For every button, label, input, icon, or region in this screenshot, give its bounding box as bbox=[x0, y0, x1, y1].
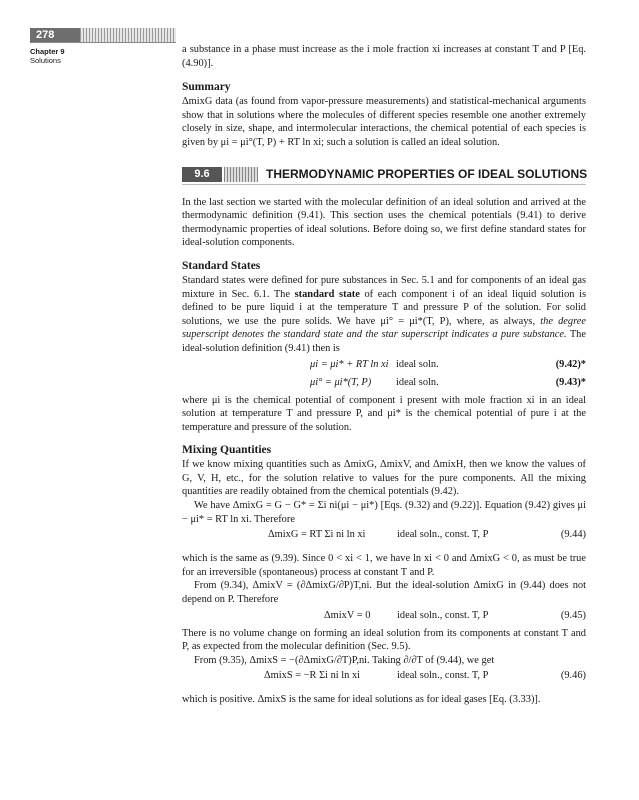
standard-states-text-c: The ideal-solution definition (9.41) then is bbox=[182, 329, 586, 354]
equation-9-44-condition: ideal soln., const. T, P bbox=[397, 529, 489, 541]
equation-9-45 bbox=[182, 609, 586, 625]
mixing-paragraph-1: If we know mixing quantities such as ΔmixG, ΔmixV, and ΔmixH, then we know the values of G, V, H, etc., for the solution relative to values for the pure components. All the mixing quantities are readily obtained from the chemical potentials (9.42). bbox=[182, 459, 586, 498]
equation-9-46 bbox=[182, 669, 586, 691]
equation-9-42-condition: ideal soln. bbox=[396, 358, 439, 370]
chapter-label: Chapter 9 bbox=[30, 47, 65, 56]
equation-9-43-expression: μi° = μi*(T, P) bbox=[310, 376, 372, 388]
equation-9-42-expression: μi = μi* + RT ln xi bbox=[310, 358, 389, 370]
equation-9-46-number: (9.46) bbox=[560, 670, 586, 682]
section-title: THERMODYNAMIC PROPERTIES OF IDEAL SOLUTIONS bbox=[266, 166, 588, 181]
equation-9-45-number: (9.45) bbox=[560, 609, 586, 621]
page-number: 278 bbox=[30, 28, 80, 42]
equation-9-42 bbox=[182, 358, 586, 374]
equation-9-46-expression: ΔmixS = −R Σi ni ln xi bbox=[264, 670, 361, 682]
mixing-paragraph-7: which is positive. ΔmixS is the same for ideal solutions as for ideal gases [Eq. (3.33)]. bbox=[182, 694, 541, 706]
equation-9-45-expression: ΔmixV = 0 bbox=[324, 609, 371, 621]
standard-state-term: standard state bbox=[294, 288, 360, 300]
equation-9-43 bbox=[182, 376, 586, 392]
equation-9-44-expression: ΔmixG = RT Σi ni ln xi bbox=[268, 529, 366, 541]
mixing-paragraph-5: There is no volume change on forming an ideal solution from its components at constant T and P, as expected from the molecular definition (Sec. 9.5). bbox=[182, 627, 586, 653]
equation-9-42-number: (9.42)* bbox=[555, 358, 586, 370]
section-header bbox=[182, 164, 586, 186]
section-rule bbox=[182, 184, 586, 185]
standard-states-text-b: of each component i of an ideal liquid solution is defined to be pure liquid i at the temperature T and pressure P of the solution. For solid solutions, we use the pure solids. We have μi° = μi*(T, P), where, as always, bbox=[182, 288, 586, 327]
standard-states-heading: Standard States bbox=[182, 259, 261, 272]
header-rule bbox=[30, 42, 176, 43]
section-hatch-bar bbox=[224, 167, 258, 182]
summary-heading: Summary bbox=[182, 81, 231, 94]
mixing-paragraph-3: which is the same as (9.39). Since 0 < xi < 1, we have ln xi < 0 and ΔmixG < 0, as must be true for an irreversible (spontaneous) process at constant T and P. bbox=[182, 553, 586, 578]
chapter-title: Solutions bbox=[30, 56, 61, 65]
equation-9-44-number: (9.44) bbox=[560, 529, 586, 541]
mixing-quantities-heading: Mixing Quantities bbox=[182, 444, 272, 457]
section-number: 9.6 bbox=[182, 167, 222, 182]
equation-9-43-condition: ideal soln. bbox=[396, 376, 439, 388]
mixing-paragraph-6: From (9.35), ΔmixS = −(∂ΔmixG/∂T)P,ni. Taking ∂/∂T of (9.44), we get bbox=[194, 654, 495, 666]
summary-paragraph: ΔmixG data (as found from vapor-pressure measurements) and statistical-mechanical arguments show that in solutions where the molecules of different species resemble one another extremely closely in size, shape, and intermolecular interactions, the chemical potential of each species is given by μi = μi°(T, P) + RT ln xi; such a solution is called an ideal solution. bbox=[182, 96, 586, 148]
intro-paragraph: a substance in a phase must increase as the i mole fraction xi increases at constant T and P [Eq. (4.90)]. bbox=[182, 44, 586, 69]
standard-states-text-a: Standard states were defined for pure substances in Sec. 5.1 and for components of an ideal gas mixture in Sec. 6.1. The bbox=[182, 274, 586, 300]
mixing-paragraph-4: From (9.34), ΔmixV = (∂ΔmixG/∂P)T,ni. But the ideal-solution ΔmixG in (9.44) does not depend on P. Therefore bbox=[182, 580, 586, 606]
equation-9-45-condition: ideal soln., const. T, P bbox=[397, 609, 489, 621]
mixing-paragraph-2: We have ΔmixG = G − G* = Σi ni(μi − μi*) [Eqs. (9.32) and (9.22)]. Equation (9.42) gives μi − μi* = RT ln xi. Therefore bbox=[182, 500, 586, 525]
header-hatch-bar bbox=[80, 28, 176, 42]
standard-states-paragraph bbox=[182, 274, 586, 356]
equation-9-44 bbox=[182, 528, 586, 550]
equation-9-46-condition: ideal soln., const. T, P bbox=[397, 670, 489, 682]
chemical-potential-paragraph: where μi is the chemical potential of component i present with mole fraction xi in an ideal solution at temperature T and pressure P, and μi* is the chemical potential of pure i at the temperature and pressure of the solution. bbox=[182, 394, 586, 433]
equation-9-43-number: (9.43)* bbox=[555, 376, 586, 388]
page-body bbox=[182, 43, 586, 707]
section-intro-paragraph: In the last section we started with the molecular definition of an ideal solution and arrived at the thermodynamic definition (9.41). This section uses the chemical potentials (9.41) to derive thermodynamic properties of ideal solutions. Before doing so, we first define standard states for ideal-solution components. bbox=[182, 196, 586, 249]
chapter-label-block bbox=[30, 47, 65, 65]
superscript-note: the degree superscript denotes the standard state and the star superscript indicates a pure substance. bbox=[182, 315, 586, 341]
